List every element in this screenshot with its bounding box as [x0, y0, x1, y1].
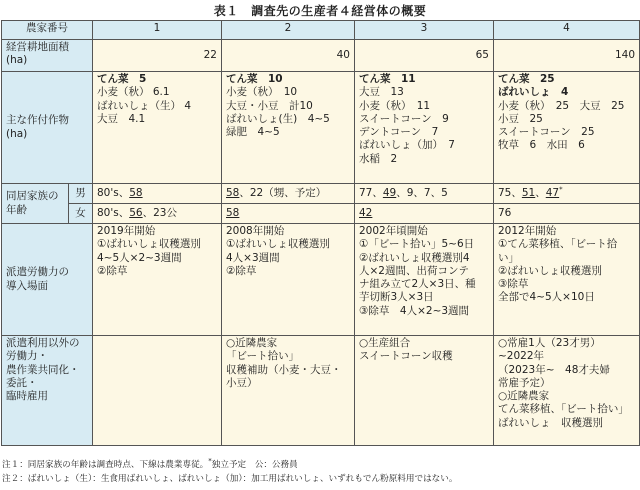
age-farmer: 49 — [382, 186, 397, 199]
footnote-1-pre: 注１：同居家族の年齢は調査時点、下線は農業専従。 — [2, 460, 209, 470]
other-line: ばれいしょ 収穫選別 — [498, 416, 603, 429]
female-label: 女 — [69, 204, 93, 224]
dispatch-line: ②除草 — [97, 264, 128, 277]
dispatch-line: 2002年頃開始 — [359, 225, 428, 237]
dispatch-line: 2012年開始 — [498, 225, 557, 237]
age-farmer: 58 — [226, 206, 240, 219]
dispatch-line: ②ばれいしょ収穫選別4 — [359, 251, 470, 264]
dispatch-farm-2 — [222, 224, 355, 336]
family-label-line2: 年齢 — [6, 203, 27, 216]
crops-label-line2: (ha) — [6, 127, 28, 140]
dispatch-line: 人×2週間、出荷コンテ — [359, 264, 469, 277]
dispatch-line: い」 — [498, 251, 519, 264]
other-label-line: 労働力・ — [6, 350, 48, 363]
other-farm-2 — [222, 336, 355, 446]
crop-item: 小麦（秋） 6.1 — [97, 86, 170, 99]
crops-farm-3 — [355, 72, 494, 184]
farm-header-4: 4 — [494, 21, 640, 40]
dispatch-line: ナ組み立て2人×3日、種 — [359, 278, 476, 291]
crops-farm-2 — [222, 72, 355, 184]
dispatch-farm-1 — [93, 224, 222, 336]
family-male-row — [2, 184, 640, 204]
age-text: 、9、7、5 — [396, 186, 448, 199]
crop-item: 小麦（秋） 11 — [359, 99, 431, 112]
crop-item: ばれいしょ（生） 4 — [97, 99, 192, 112]
family-label-line1: 同居家族の — [6, 190, 59, 203]
crop-item: ばれいしょ(生) 4~5 — [226, 112, 330, 125]
age-text: 80's、 — [97, 186, 130, 199]
farm-header-2: 2 — [222, 21, 355, 40]
other-line: ○近隣農家 — [226, 337, 278, 349]
dispatch-line: ②ばれいしょ収穫選別 — [498, 264, 602, 277]
crop-main: てん菜 10 — [226, 73, 283, 85]
other-label-line: 農作業共同化・ — [6, 363, 80, 376]
dispatch-line: 2019年開始 — [97, 225, 156, 237]
crop-item: 大豆・小豆 計10 — [226, 99, 313, 112]
age-text: 75、 — [498, 186, 522, 199]
dispatch-label-line1: 派遣労働力の — [6, 266, 69, 279]
farm-header-1: 1 — [93, 21, 222, 40]
crop-item: 大豆 13 — [359, 86, 404, 99]
other-line: 収穫補助（小麦・大豆・ — [226, 363, 342, 376]
area-farm-1: 22 — [93, 40, 222, 72]
other-line: ○生産組合 — [359, 337, 411, 349]
dispatch-line: ③除草 — [498, 278, 529, 291]
other-labor-row — [2, 336, 640, 446]
dispatch-line: ①「ビート拾い」5~6日 — [359, 238, 475, 251]
dispatch-line: ③除草 4人×2~3週間 — [359, 304, 470, 317]
crops-row — [2, 72, 640, 184]
dispatch-line: ②除草 — [226, 264, 257, 277]
age-text: 80's、 — [97, 206, 130, 219]
other-line: ~2022年 — [498, 350, 545, 363]
dispatch-label-line2: 導入場面 — [6, 279, 48, 292]
footnote-2: 注２：ばれいしょ（生）：生食用ばれいしょ、ばれいしょ（加）：加工用ばれいしょ、いずれもでん粉原料用ではない。 — [2, 474, 458, 484]
female-farm-3 — [355, 204, 494, 224]
other-line: 「ビート拾い」 — [226, 350, 300, 363]
crop-main: てん菜 11 — [359, 73, 416, 85]
dispatch-row — [2, 224, 640, 336]
crop-item: 牧草 6 水田 6 — [498, 139, 585, 152]
dispatch-line: ①ばれいしょ収穫選別 — [97, 238, 201, 251]
other-line: 常雇予定） — [498, 376, 551, 389]
area-label-line1: 経営耕地面積 — [6, 41, 69, 53]
other-line: ○近隣農家 — [498, 390, 550, 403]
age-text: 77、 — [359, 186, 383, 199]
footnote-1-post: 独立予定 公：公務員 — [211, 460, 298, 470]
crops-label — [2, 72, 93, 184]
male-farm-1 — [93, 184, 222, 204]
crop-item: 緑肥 4~5 — [226, 126, 280, 139]
crop-item: デントコーン 7 — [359, 126, 439, 139]
crop-main-2: ばれいしょ 4 — [498, 86, 569, 99]
family-label — [2, 184, 69, 224]
age-text: 、23公 — [142, 206, 177, 219]
crop-item: スイートコーン 9 — [359, 112, 449, 125]
other-label — [2, 336, 93, 446]
area-label — [2, 40, 93, 72]
female-farm-2 — [222, 204, 355, 224]
table-title: 表１ 調査先の生産者４経営体の概要 — [213, 4, 427, 18]
crops-label-line1: 主な作付作物 — [6, 114, 69, 127]
independence-mark: * — [559, 185, 563, 194]
age-farmer: 51 — [521, 186, 536, 199]
age-farmer: 58 — [226, 186, 240, 199]
footnote-star: * — [208, 457, 212, 466]
age-farmer: 42 — [359, 206, 373, 219]
male-label: 男 — [69, 184, 93, 204]
other-line: ○常雇1人（23才男） — [498, 337, 601, 349]
dispatch-line: 4~5人×2~3週間 — [97, 251, 182, 264]
other-line: 小豆） — [226, 376, 258, 389]
farm-number-label: 農家番号 — [2, 21, 93, 40]
footnote-1 — [2, 458, 457, 472]
dispatch-line: ①ばれいしょ収穫選別 — [226, 238, 330, 251]
crop-item: 小麦（秋） 10 — [226, 86, 298, 99]
area-row — [2, 40, 640, 72]
other-line: てん菜移植、「ビート拾い」 — [498, 403, 629, 416]
area-farm-3: 65 — [355, 40, 494, 72]
crops-farm-1 — [93, 72, 222, 184]
farm-header-3: 3 — [355, 21, 494, 40]
area-farm-2: 40 — [222, 40, 355, 72]
other-farm-3 — [355, 336, 494, 446]
farm-overview-table — [1, 20, 640, 446]
crop-main: てん菜 5 — [97, 73, 147, 85]
other-label-line: 派遣利用以外の — [6, 337, 80, 349]
family-female-row — [2, 204, 640, 224]
other-farm-1 — [93, 336, 222, 446]
other-farm-4 — [494, 336, 640, 446]
other-line: （2023年~ 48才夫婦 — [498, 363, 610, 376]
male-farm-2 — [222, 184, 355, 204]
other-line: スイートコーン収穫 — [359, 350, 453, 363]
header-row — [2, 21, 640, 40]
crop-item: 小豆 25 — [498, 112, 543, 125]
crop-item: スイートコーン 25 — [498, 126, 595, 139]
crop-item: 小麦（秋） 25 大豆 25 — [498, 99, 625, 112]
other-label-line: 委託・ — [6, 376, 38, 389]
other-label-line: 臨時雇用 — [6, 390, 48, 403]
male-farm-3 — [355, 184, 494, 204]
age-text: 、 — [535, 186, 546, 199]
dispatch-farm-4 — [494, 224, 640, 336]
crop-item: 水稲 2 — [359, 152, 398, 165]
male-farm-4 — [494, 184, 640, 204]
dispatch-line: 全部で4~5人×10日 — [498, 291, 595, 304]
crop-item: ばれいしょ（加） 7 — [359, 139, 455, 152]
female-farm-4 — [494, 204, 640, 224]
female-farm-1 — [93, 204, 222, 224]
crop-item: 大豆 4.1 — [97, 112, 146, 125]
dispatch-line: 4人×3週間 — [226, 251, 280, 264]
dispatch-line: ①てん菜移植、「ビート拾 — [498, 238, 618, 251]
dispatch-farm-3 — [355, 224, 494, 336]
area-label-line2: (ha) — [6, 54, 28, 67]
dispatch-label — [2, 224, 93, 336]
age-farmer: 47 — [545, 186, 560, 199]
age-farmer: 56 — [129, 206, 143, 219]
age-text: 、22（甥、予定） — [239, 186, 327, 199]
footnotes — [2, 458, 457, 486]
dispatch-line: 2008年開始 — [226, 225, 285, 237]
crop-main: てん菜 25 — [498, 73, 555, 85]
area-farm-4: 140 — [494, 40, 640, 72]
age-farmer: 58 — [129, 186, 143, 199]
dispatch-line: 芋切断3人×3日 — [359, 291, 434, 304]
age-text: 76 — [498, 206, 512, 219]
crops-farm-4 — [494, 72, 640, 184]
